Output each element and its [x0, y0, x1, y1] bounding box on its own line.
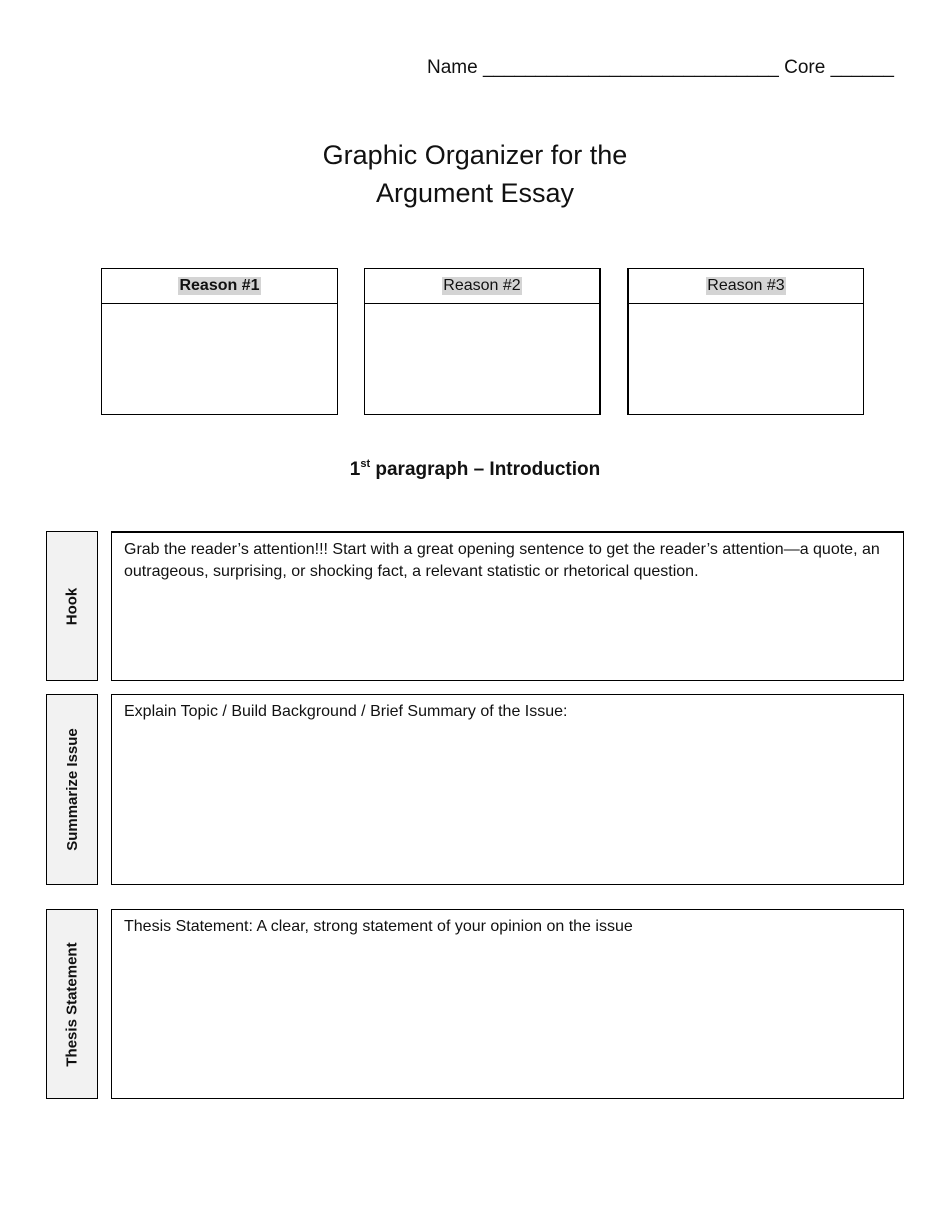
hook-label-box — [46, 531, 98, 681]
name-core-line: Name ____________________________ Core ______ — [427, 57, 894, 78]
summarize-box — [111, 694, 904, 885]
paragraph-title: paragraph – Introduction — [370, 459, 601, 480]
reason-box-1 — [101, 268, 338, 415]
reason-label-2: Reason #2 — [443, 277, 521, 294]
reason-box-2 — [364, 268, 601, 415]
summarize-instructions: Explain Topic / Build Background / Brief Summary of the Issue: — [124, 703, 568, 720]
thesis-instructions: Thesis Statement: A clear, strong statement of your opinion on the issue — [124, 918, 633, 935]
hook-instructions: Grab the reader’s attention!!! Start with a great opening sentence to get the reader’s attention—a quote, an outrageous, surprising, or shocking fact, a relevant statistic or rhetorical question. — [124, 541, 880, 580]
thesis-label-box — [46, 909, 98, 1099]
paragraph-ordinal: st — [360, 458, 371, 470]
reason-header-3 — [629, 269, 863, 304]
hook-box — [111, 531, 904, 681]
thesis-box — [111, 909, 904, 1099]
hook-label: Hook — [63, 587, 81, 625]
reason-header-1 — [102, 269, 337, 304]
title-line-1: Graphic Organizer for the — [322, 140, 628, 170]
summarize-label-box — [46, 694, 98, 885]
reason-box-3 — [627, 268, 864, 415]
paragraph-number: 1 — [349, 459, 361, 480]
paragraph-heading — [0, 458, 950, 481]
reason-label-1: Reason #1 — [179, 277, 260, 294]
reason-header-2 — [365, 269, 599, 304]
summarize-label: Summarize Issue — [63, 728, 81, 851]
reason-label-3: Reason #3 — [707, 277, 785, 294]
thesis-label: Thesis Statement — [63, 941, 81, 1067]
page-title — [0, 136, 950, 212]
title-line-2: Argument Essay — [375, 178, 575, 208]
